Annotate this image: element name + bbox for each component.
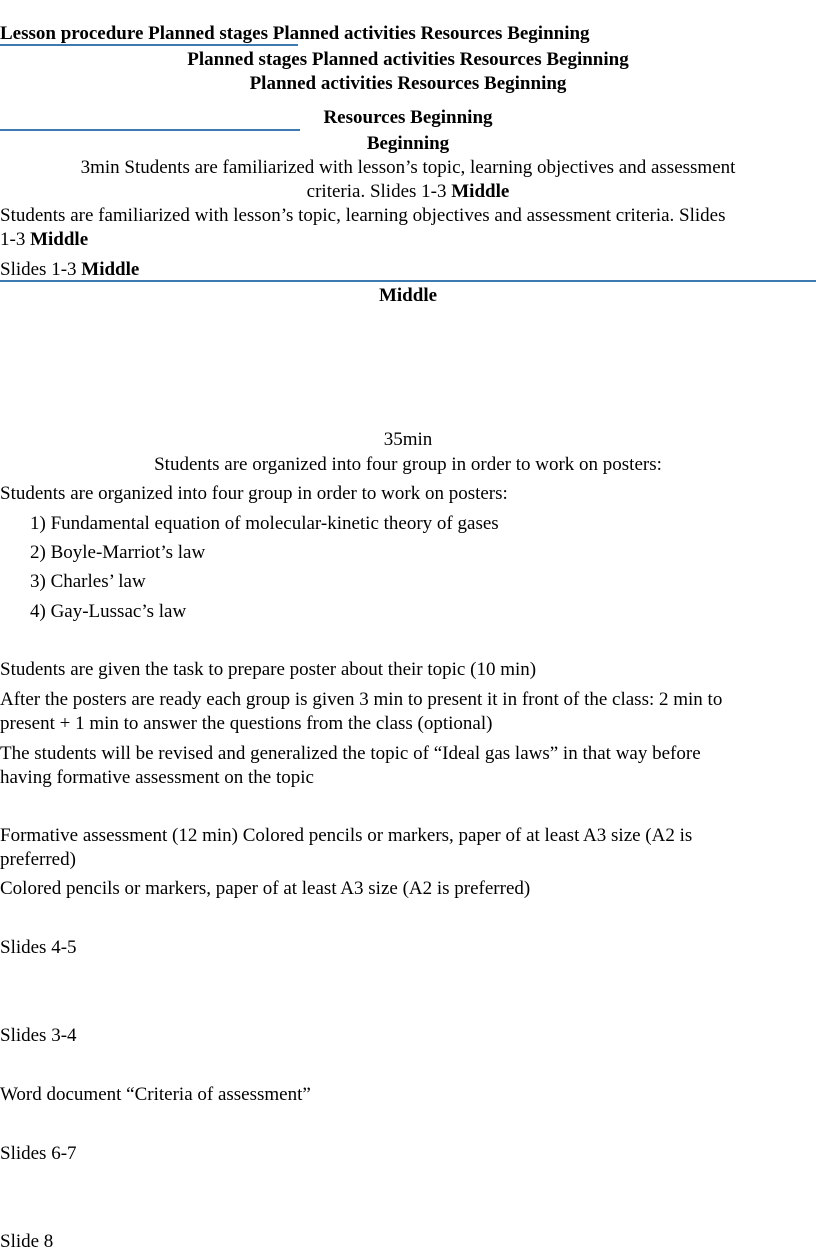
resource-item-4: Slides 6-7	[0, 1143, 77, 1164]
materials-line: Colored pencils or markers, paper of at least A3 size (A2 is preferred)	[0, 878, 531, 899]
middle-intro-centered: Students are organized into four group in order to work on posters:	[154, 454, 662, 475]
topic-item-2: 2) Boyle-Marriot’s law	[30, 542, 206, 563]
present-line-1: After the posters are ready each group is given 3 min to present it in front of the class: 2 min to	[0, 689, 723, 710]
beginning-rule	[0, 280, 816, 282]
beginning-line-5	[0, 258, 139, 282]
header-line-1: Lesson procedure Planned stages Planned activities Resources Beginning	[0, 23, 590, 44]
topic-item-3: 3) Charles’ law	[30, 571, 146, 592]
beginning-line-3: Students are familiarized with lesson’s topic, learning objectives and assessment criteria. Slides	[0, 205, 726, 226]
middle-duration: 35min	[383, 429, 433, 450]
header-line-2: Planned stages Planned activities Resources Beginning	[187, 49, 629, 70]
resource-item-3: Word document “Criteria of assessment”	[0, 1084, 311, 1105]
beginning-line-5-text: Slides 1-3	[0, 259, 82, 280]
beginning-line-2-text: criteria. Slides 1-3	[306, 181, 452, 202]
middle-heading: Middle	[378, 285, 438, 306]
topic-item-1: 1) Fundamental equation of molecular-kinetic theory of gases	[30, 513, 499, 534]
topic-item-4: 4) Gay-Lussac’s law	[30, 601, 187, 622]
beginning-line-2-bold: Middle	[451, 181, 510, 202]
header-line-5: Beginning	[366, 133, 450, 154]
formative-line-1: Formative assessment (12 min) Colored pencils or markers, paper of at least A3 size (A2 is	[0, 825, 693, 846]
header-line-3: Planned activities Resources Beginning	[249, 73, 567, 94]
middle-intro: Students are organized into four group in order to work on posters:	[0, 483, 508, 504]
present-line-2: present + 1 min to answer the questions from the class (optional)	[0, 713, 493, 734]
resource-item-1: Slides 4-5	[0, 937, 77, 958]
beginning-line-2	[0, 180, 816, 204]
resource-item-2: Slides 3-4	[0, 1025, 77, 1046]
beginning-line-4-text: 1-3	[0, 229, 31, 250]
revise-line-2: having formative assessment on the topic	[0, 767, 314, 788]
header-rule-1	[0, 44, 298, 46]
formative-line-2: preferred)	[0, 849, 76, 870]
beginning-line-4	[0, 228, 88, 252]
beginning-line-5-bold: Middle	[81, 259, 140, 280]
resource-item-5: Slide 8	[0, 1231, 54, 1252]
poster-task: Students are given the task to prepare poster about their topic (10 min)	[0, 659, 537, 680]
beginning-line-1: 3min Students are familiarized with lesson’s topic, learning objectives and assessment	[80, 157, 736, 178]
beginning-line-4-bold: Middle	[30, 229, 89, 250]
revise-line-1: The students will be revised and generalized the topic of “Ideal gas laws” in that way before	[0, 743, 701, 764]
header-line-4: Resources Beginning	[323, 107, 493, 128]
